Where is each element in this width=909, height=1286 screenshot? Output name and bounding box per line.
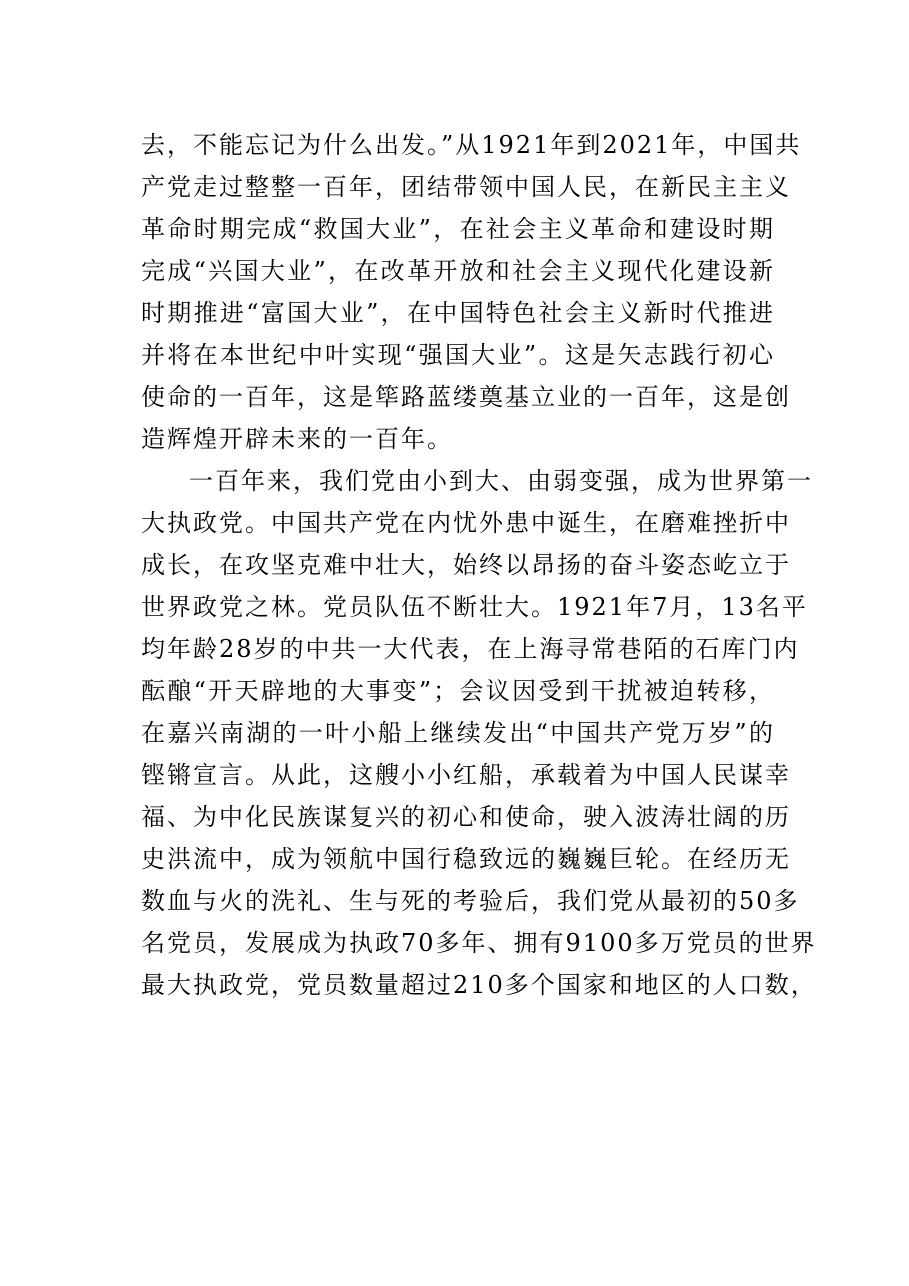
text-line: 均年龄28岁的中共一大代表，在上海寻常巷陌的石库门内	[141, 635, 800, 663]
text-line: 史洪流中，成为领航中国行稳致远的巍巍巨轮。在经历无	[141, 845, 791, 873]
text-line: 并将在本世纪中叶实现“强国大业”。这是矢志践行初心	[141, 341, 775, 369]
text-line: 产党走过整整一百年，团结带领中国人民，在新民主主义	[141, 173, 791, 201]
text-line: 一百年来，我们党由小到大、由弱变强，成为世界第一	[189, 467, 813, 495]
text-line: 世界政党之林。党员队伍不断壮大。1921年7月，13名平	[141, 593, 808, 621]
text-line: 完成“兴国大业”，在改革开放和社会主义现代化建设新	[141, 257, 775, 285]
text-line: 名党员，发展成为执政70多年、拥有9100多万党员的世界	[141, 929, 817, 957]
paragraph-1	[141, 124, 802, 460]
text-line: 使命的一百年，这是筚路蓝缕奠基立业的一百年，这是创	[141, 383, 791, 411]
paragraph-2	[141, 460, 817, 1006]
text-line: 在嘉兴南湖的一叶小船上继续发出“中国共产党万岁”的	[141, 719, 775, 747]
text-line: 造辉煌开辟未来的一百年。	[141, 425, 453, 453]
text-line: 去，不能忘记为什么出发。”从1921年到2021年，中国共	[141, 131, 802, 159]
body-text	[141, 124, 817, 1006]
text-line: 铿锵宣言。从此，这艘小小红船，承载着为中国人民谋幸	[141, 761, 791, 789]
text-line: 革命时期完成“救国大业”，在社会主义革命和建设时期	[141, 215, 775, 243]
text-line: 成长，在攻坚克难中壮大，始终以昂扬的奋斗姿态屹立于	[141, 551, 791, 579]
text-line: 酝酿“开天辟地的大事变”；会议因受到干扰被迫转移，	[141, 677, 775, 705]
text-line: 数血与火的洗礼、生与死的考验后，我们党从最初的50多	[141, 887, 800, 915]
text-line: 时期推进“富国大业”，在中国特色社会主义新时代推进	[141, 299, 775, 327]
text-line: 最大执政党，党员数量超过210多个国家和地区的人口数，	[141, 971, 817, 999]
text-line: 福、为中化民族谋复兴的初心和使命，驶入波涛壮阔的历	[141, 803, 791, 831]
text-line: 大执政党。中国共产党在内忧外患中诞生，在磨难挫折中	[141, 509, 791, 537]
